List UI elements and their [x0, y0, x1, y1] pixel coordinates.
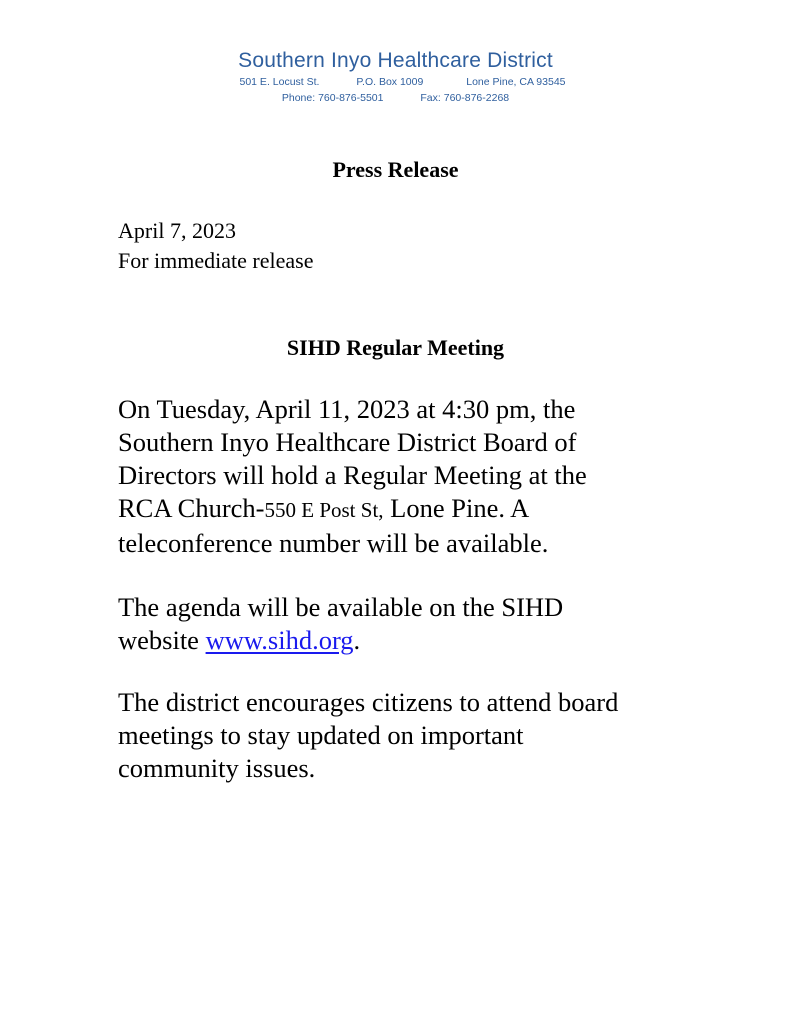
press-release-title: Press Release — [332, 157, 459, 182]
period-text: . — [353, 625, 361, 655]
paragraph-line: Directors will hold a Regular Meeting at the — [118, 460, 587, 490]
release-date: April 7, 2023 — [118, 218, 236, 243]
contact-line — [0, 91, 791, 105]
paragraph-line: The district encourages citizens to attend board — [118, 687, 619, 717]
location-city: Lone Pine. A — [383, 493, 530, 523]
phone-number: Phone: 760-876-5501 — [281, 92, 384, 104]
fax-number: Fax: 760-876-2268 — [420, 92, 510, 104]
agenda-paragraph — [118, 591, 738, 657]
organization-name: Southern Inyo Healthcare District — [238, 49, 553, 72]
website-label: website — [118, 625, 206, 655]
paragraph-line: The agenda will be available on the SIHD — [118, 592, 564, 622]
location-address: 550 E Post St, — [264, 498, 384, 522]
paragraph-line: Southern Inyo Healthcare District Board of — [118, 427, 577, 457]
po-box: P.O. Box 1009 — [356, 76, 424, 88]
paragraph-line: teleconference number will be available. — [118, 528, 549, 558]
meeting-heading: SIHD Regular Meeting — [286, 335, 505, 360]
website-link[interactable]: www.sihd.org — [205, 625, 354, 655]
street-address: 501 E. Locust St. — [239, 76, 320, 88]
address-line — [0, 75, 791, 89]
city-state-zip: Lone Pine, CA 93545 — [466, 76, 566, 88]
meeting-paragraph — [118, 393, 738, 560]
paragraph-line: meetings to stay updated on important — [118, 720, 524, 750]
encouragement-paragraph — [118, 686, 738, 785]
location-name: RCA Church- — [118, 493, 265, 523]
paragraph-line — [118, 492, 738, 527]
paragraph-line: On Tuesday, April 11, 2023 at 4:30 pm, the — [118, 394, 576, 424]
paragraph-line — [118, 624, 738, 657]
release-availability: For immediate release — [118, 248, 314, 273]
paragraph-line: community issues. — [118, 753, 316, 783]
